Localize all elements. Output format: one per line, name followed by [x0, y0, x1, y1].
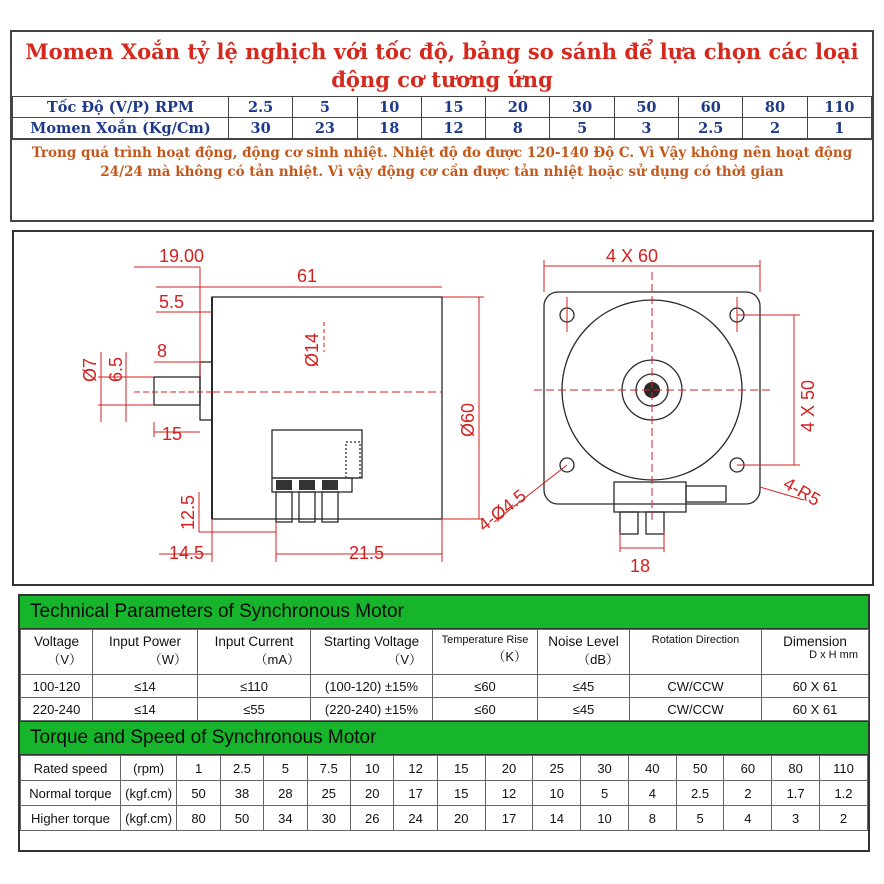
speed-value: 110: [820, 756, 868, 781]
speed-cell: 15: [421, 97, 485, 118]
cell-starting-voltage: (220-240) ±15%: [311, 698, 433, 721]
speed-value: 12: [394, 756, 437, 781]
higher-torque-value: 50: [220, 806, 263, 831]
normal-torque-value: 2: [724, 781, 772, 806]
speed-cell: 20: [486, 97, 550, 118]
speed-cell: 10: [357, 97, 421, 118]
cell-noise-level: ≤45: [538, 675, 630, 698]
dim-d7-label: Ø7: [80, 357, 100, 382]
torque-cell: 30: [229, 118, 293, 139]
torque-cell: 12: [421, 118, 485, 139]
dim-18-label: 18: [630, 556, 651, 576]
col-noise-level: Noise Level （dB）: [538, 630, 630, 675]
col-input-current: Input Current （mA）: [198, 630, 311, 675]
higher-torque-value: 2: [820, 806, 868, 831]
row-label: Higher torque: [21, 806, 121, 831]
speed-cell: 60: [679, 97, 743, 118]
cell-rotation-direction: CW/CCW: [630, 675, 762, 698]
torque-cell: 18: [357, 118, 421, 139]
table-row: [21, 756, 868, 781]
higher-torque-value: 34: [264, 806, 307, 831]
higher-torque-value: 5: [676, 806, 724, 831]
normal-torque-value: 20: [351, 781, 394, 806]
speed-value: 80: [772, 756, 820, 781]
cell-dimension: 60 X 61: [762, 698, 869, 721]
torque-cell: 3: [614, 118, 678, 139]
col-temperature-rise: Temperature Rise （K）: [433, 630, 538, 675]
speed-torque-table: [12, 96, 872, 139]
higher-torque-value: 3: [772, 806, 820, 831]
tech-header-row: [21, 630, 869, 675]
cell-input-current: ≤55: [198, 698, 311, 721]
motor-dimension-drawing: [12, 230, 874, 586]
row-unit: (rpm): [120, 756, 176, 781]
torque-cell: 5: [550, 118, 614, 139]
table-row: [21, 806, 868, 831]
normal-torque-value: 4: [628, 781, 676, 806]
row-label: Rated speed: [21, 756, 121, 781]
row-unit: (kgf.cm): [120, 781, 176, 806]
cell-input-current: ≤110: [198, 675, 311, 698]
torque-row: [13, 118, 872, 139]
torque-speed-table: [20, 755, 868, 831]
higher-torque-value: 26: [351, 806, 394, 831]
higher-torque-value: 20: [437, 806, 485, 831]
cell-voltage: 100-120: [21, 675, 93, 698]
speed-value: 30: [581, 756, 629, 781]
col-dimension: Dimension D x H mm: [762, 630, 869, 675]
dim-14-5-label: 14.5: [169, 543, 205, 563]
table-row: [21, 781, 868, 806]
dim-19-label: 19.00: [159, 246, 205, 266]
motor-boss: [200, 362, 212, 420]
normal-torque-value: 10: [533, 781, 581, 806]
dim-4x60-label: 4 X 60: [606, 246, 659, 266]
normal-torque-value: 1.2: [820, 781, 868, 806]
torque-label: Momen Xoắn (Kg/Cm): [13, 118, 229, 139]
normal-torque-value: 2.5: [676, 781, 724, 806]
higher-torque-value: 4: [724, 806, 772, 831]
higher-torque-value: 8: [628, 806, 676, 831]
normal-torque-value: 38: [220, 781, 263, 806]
torque-speed-title: Torque and Speed of Synchronous Motor: [20, 721, 868, 755]
page-title: Momen Xoắn tỷ lệ nghịch với tốc độ, bảng so sánh để lựa chọn các loại động cơ tương ứng: [25, 39, 859, 92]
normal-torque-value: 25: [307, 781, 350, 806]
higher-torque-value: 24: [394, 806, 437, 831]
col-rotation-direction: Rotation Direction: [630, 630, 762, 675]
speed-value: 25: [533, 756, 581, 781]
dim-holes-label: 4-Ø4.5: [474, 485, 530, 536]
cell-input-power: ≤14: [93, 698, 198, 721]
speed-row: [13, 97, 872, 118]
drawing-canvas: [14, 232, 872, 584]
speed-value: 50: [676, 756, 724, 781]
speed-cell: 5: [293, 97, 357, 118]
dim-12-5-label: 12.5: [178, 494, 198, 530]
higher-torque-value: 17: [485, 806, 533, 831]
speed-cell: 2.5: [229, 97, 293, 118]
cell-voltage: 220-240: [21, 698, 93, 721]
torque-cell: 23: [293, 118, 357, 139]
normal-torque-value: 12: [485, 781, 533, 806]
row-label: Normal torque: [21, 781, 121, 806]
higher-torque-value: 30: [307, 806, 350, 831]
torque-speed-summary: [10, 30, 874, 222]
torque-cell: 1: [807, 118, 871, 139]
dim-d60-label: Ø60: [458, 402, 478, 437]
speed-cell: 110: [807, 97, 871, 118]
normal-torque-value: 28: [264, 781, 307, 806]
dim-61-label: 61: [297, 266, 318, 286]
cell-starting-voltage: (100-120) ±15%: [311, 675, 433, 698]
cell-temperature-rise: ≤60: [433, 698, 538, 721]
speed-label: Tốc Độ (V/P) RPM: [13, 97, 229, 118]
col-voltage: Voltage （V）: [21, 630, 93, 675]
higher-torque-value: 14: [533, 806, 581, 831]
speed-cell: 50: [614, 97, 678, 118]
speed-value: 5: [264, 756, 307, 781]
speed-value: 60: [724, 756, 772, 781]
dim-8-label: 8: [157, 341, 168, 361]
col-starting-voltage: Starting Voltage （V）: [311, 630, 433, 675]
cell-rotation-direction: CW/CCW: [630, 698, 762, 721]
dim-15-label: 15: [162, 424, 183, 444]
speed-value: 7.5: [307, 756, 350, 781]
torque-cell: 2.5: [679, 118, 743, 139]
speed-cell: 80: [743, 97, 807, 118]
normal-torque-value: 17: [394, 781, 437, 806]
tech-params-table: [20, 629, 869, 721]
table-row: [21, 675, 869, 698]
cell-temperature-rise: ≤60: [433, 675, 538, 698]
cell-input-power: ≤14: [93, 675, 198, 698]
dim-21-5-label: 21.5: [349, 543, 385, 563]
terminal-box: [272, 430, 362, 478]
cell-dimension: 60 X 61: [762, 675, 869, 698]
normal-torque-value: 1.7: [772, 781, 820, 806]
speed-value: 40: [628, 756, 676, 781]
dim-6-5-label: 6.5: [106, 356, 126, 382]
col-input-power: Input Power （W）: [93, 630, 198, 675]
speed-value: 15: [437, 756, 485, 781]
speed-value: 1: [177, 756, 220, 781]
normal-torque-value: 50: [177, 781, 220, 806]
higher-torque-value: 10: [581, 806, 629, 831]
cell-noise-level: ≤45: [538, 698, 630, 721]
normal-torque-value: 5: [581, 781, 629, 806]
heat-warning-note: Trong quá trình hoạt động, động cơ sinh nhiệt. Nhiệt độ đo được 120-140 Độ C. Vì Vậy không nên hoạt động 24/24 mà không có tản nhiệt. Vì vậy động cơ cần được tản nhiệt hoặc sử dụng có thời gian: [12, 139, 872, 182]
dim-d14-label: Ø14: [302, 332, 322, 367]
table-row: [21, 698, 869, 721]
tech-params-title: Technical Parameters of Synchronous Motor: [20, 596, 868, 629]
dim-r5-label: 4-R5: [780, 473, 824, 510]
speed-value: 20: [485, 756, 533, 781]
row-unit: (kgf.cm): [120, 806, 176, 831]
dim-5-5-label: 5.5: [159, 292, 185, 312]
higher-torque-value: 80: [177, 806, 220, 831]
speed-cell: 30: [550, 97, 614, 118]
technical-parameters-panel: [18, 594, 870, 852]
torque-cell: 2: [743, 118, 807, 139]
torque-cell: 8: [486, 118, 550, 139]
speed-value: 10: [351, 756, 394, 781]
dim-4x50-label: 4 X 50: [798, 379, 818, 432]
motor-shaft: [154, 377, 200, 405]
normal-torque-value: 15: [437, 781, 485, 806]
speed-value: 2.5: [220, 756, 263, 781]
